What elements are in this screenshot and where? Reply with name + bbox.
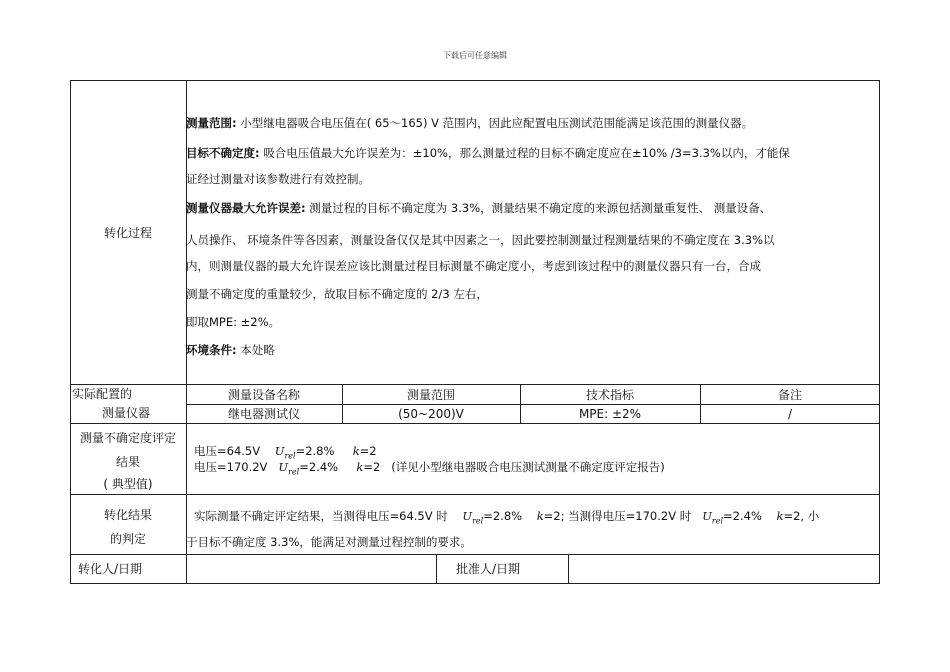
uncertainty-u-symbol-1: U: [274, 444, 285, 458]
equipment-header-spec: 技术指标: [585, 388, 634, 402]
footer-col-divider-2: [568, 554, 569, 584]
converter-value[interactable]: [190, 561, 434, 579]
target-uncertainty-line1: 吸合电压值最大允许误差为：±10%，那么测量过程的目标不确定度应在±10% /3=3.3%以内，才能保: [263, 146, 790, 160]
uncertainty-u-subscript-1: rel: [284, 451, 296, 461]
uncertainty-k-symbol-2: k: [356, 460, 364, 474]
instrument-mpe-label: 测量仪器最大允许误差:: [186, 201, 306, 215]
equipment-cell-spec: MPE: ±2%: [578, 407, 642, 421]
process-label: 转化过程: [103, 226, 152, 240]
table-border-top: [70, 80, 880, 81]
uncertainty-label-line3: ( 典型值): [103, 477, 153, 491]
table-border-right: [879, 80, 880, 584]
uncertainty-u-value-1: =2.8%: [295, 444, 335, 458]
target-uncertainty-label: 目标不确定度:: [186, 146, 260, 160]
judgement-text-line1: [194, 508, 878, 529]
instrument-mpe-paragraph: [186, 200, 876, 216]
row-divider-uncertainty: [70, 494, 880, 495]
equipment-header-name: 测量设备名称: [227, 388, 300, 402]
equipment-cell-range: (50~200)V: [398, 407, 464, 421]
row-divider-equipment: [70, 423, 880, 424]
uncertainty-k-value-2: =2: [363, 460, 381, 474]
environment-text: 本处略: [240, 343, 275, 357]
equipment-label-line1: 实际配置的: [72, 387, 133, 401]
instrument-mpe-line1: 测量过程的目标不确定度为 3.3%，测量结果不确定度的来源包括测量重复性、 测量设备、: [309, 201, 772, 215]
uncertainty-label-line1: 测量不确定度评定: [79, 431, 176, 445]
environment-label: 环境条件:: [186, 343, 237, 357]
uncertainty-u-symbol-2: U: [278, 460, 289, 474]
header-note: 下载后可任意编辑: [443, 51, 507, 60]
judgement-text-line2: 于目标不确定度 3.3%，能满足对测量过程控制的要求。: [186, 535, 472, 549]
environment-paragraph: [186, 342, 876, 358]
uncertainty-u-value-2: =2.4%: [299, 460, 339, 474]
uncertainty-report-note: (详见小型继电器吸合电压测试测量不确定度评定报告): [391, 460, 665, 474]
judgement-u-value-2: =2.4%: [723, 509, 762, 523]
instrument-mpe-line2: 人员操作、 环境条件等各因素，测量设备仅仅是其中因素之一，因此要控制测量过程测量结果的不确定度在 3.3%以: [186, 233, 775, 247]
converter-label: 转化人/日期: [78, 562, 143, 576]
judgement-u-subscript-2: rel: [711, 516, 724, 526]
uncertainty-label-line2: 结果: [115, 455, 140, 469]
equipment-cell-remark: /: [787, 407, 793, 421]
judgement-k-symbol-2: k: [776, 509, 784, 523]
footer-col-divider-1: [436, 554, 437, 584]
row-divider-judgement: [70, 554, 880, 555]
judgement-label-line2: 的判定: [109, 532, 146, 546]
uncertainty-u-subscript-2: rel: [288, 467, 300, 477]
row-divider-process: [70, 384, 880, 385]
instrument-mpe-line4: 测量不确定度的重量较少，故取目标不确定度的 2/3 左右，: [186, 287, 488, 301]
row-divider-equipment-header: [186, 404, 880, 405]
judgement-u-symbol-2: U: [702, 509, 712, 523]
uncertainty-voltage-2: 电压=170.2V: [194, 460, 268, 474]
equipment-header-remark: 备注: [777, 388, 802, 402]
measurement-range-label: 测量范围:: [186, 116, 237, 130]
uncertainty-result-line2: [194, 459, 874, 480]
judgement-u-subscript-1: rel: [472, 516, 484, 526]
equipment-cell-name: 继电器测试仪: [227, 407, 300, 421]
judgement-u-value-1: =2.8%: [483, 509, 523, 523]
approver-label: 批准人/日期: [456, 562, 521, 576]
equipment-header-range: 测量范围: [406, 388, 455, 402]
judgement-text-part-c: =2; 当测得电压=170.2V 时: [543, 509, 692, 523]
judgement-text-part-a: 实际测量不确定评定结果，当测得电压=64.5V 时: [194, 509, 448, 523]
uncertainty-k-symbol-1: k: [352, 444, 360, 458]
measurement-range-paragraph: [186, 115, 876, 131]
instrument-mpe-line5: 即取MPE: ±2%。: [186, 315, 281, 329]
target-uncertainty-paragraph: [186, 145, 876, 161]
judgement-text-part-e: =2, 小: [783, 509, 820, 523]
equipment-label-line2: 测量仪器: [102, 406, 151, 420]
instrument-mpe-line3: 内，则测量仪器的最大允许误差应该比测量过程目标测量不确定度小，考虑到该过程中的测量仪器只有一台，合成: [186, 259, 761, 273]
judgement-u-symbol-1: U: [462, 509, 473, 523]
uncertainty-k-value-1: =2: [359, 444, 377, 458]
judgement-label-line1: 转化结果: [103, 508, 152, 522]
table-border-bottom: [70, 583, 880, 584]
measurement-range-text: 小型继电器吸合电压值在( 65～165) V 范围内，因此应配置电压测试范围能满足该范围的测量仪器。: [240, 116, 754, 130]
judgement-k-symbol-1: k: [536, 509, 544, 523]
target-uncertainty-line2: 证经过测量对该参数进行有效控制。: [186, 172, 370, 186]
conversion-form-table: [70, 80, 880, 584]
uncertainty-voltage-1: 电压=64.5V: [194, 444, 261, 458]
approver-value[interactable]: [572, 561, 876, 579]
